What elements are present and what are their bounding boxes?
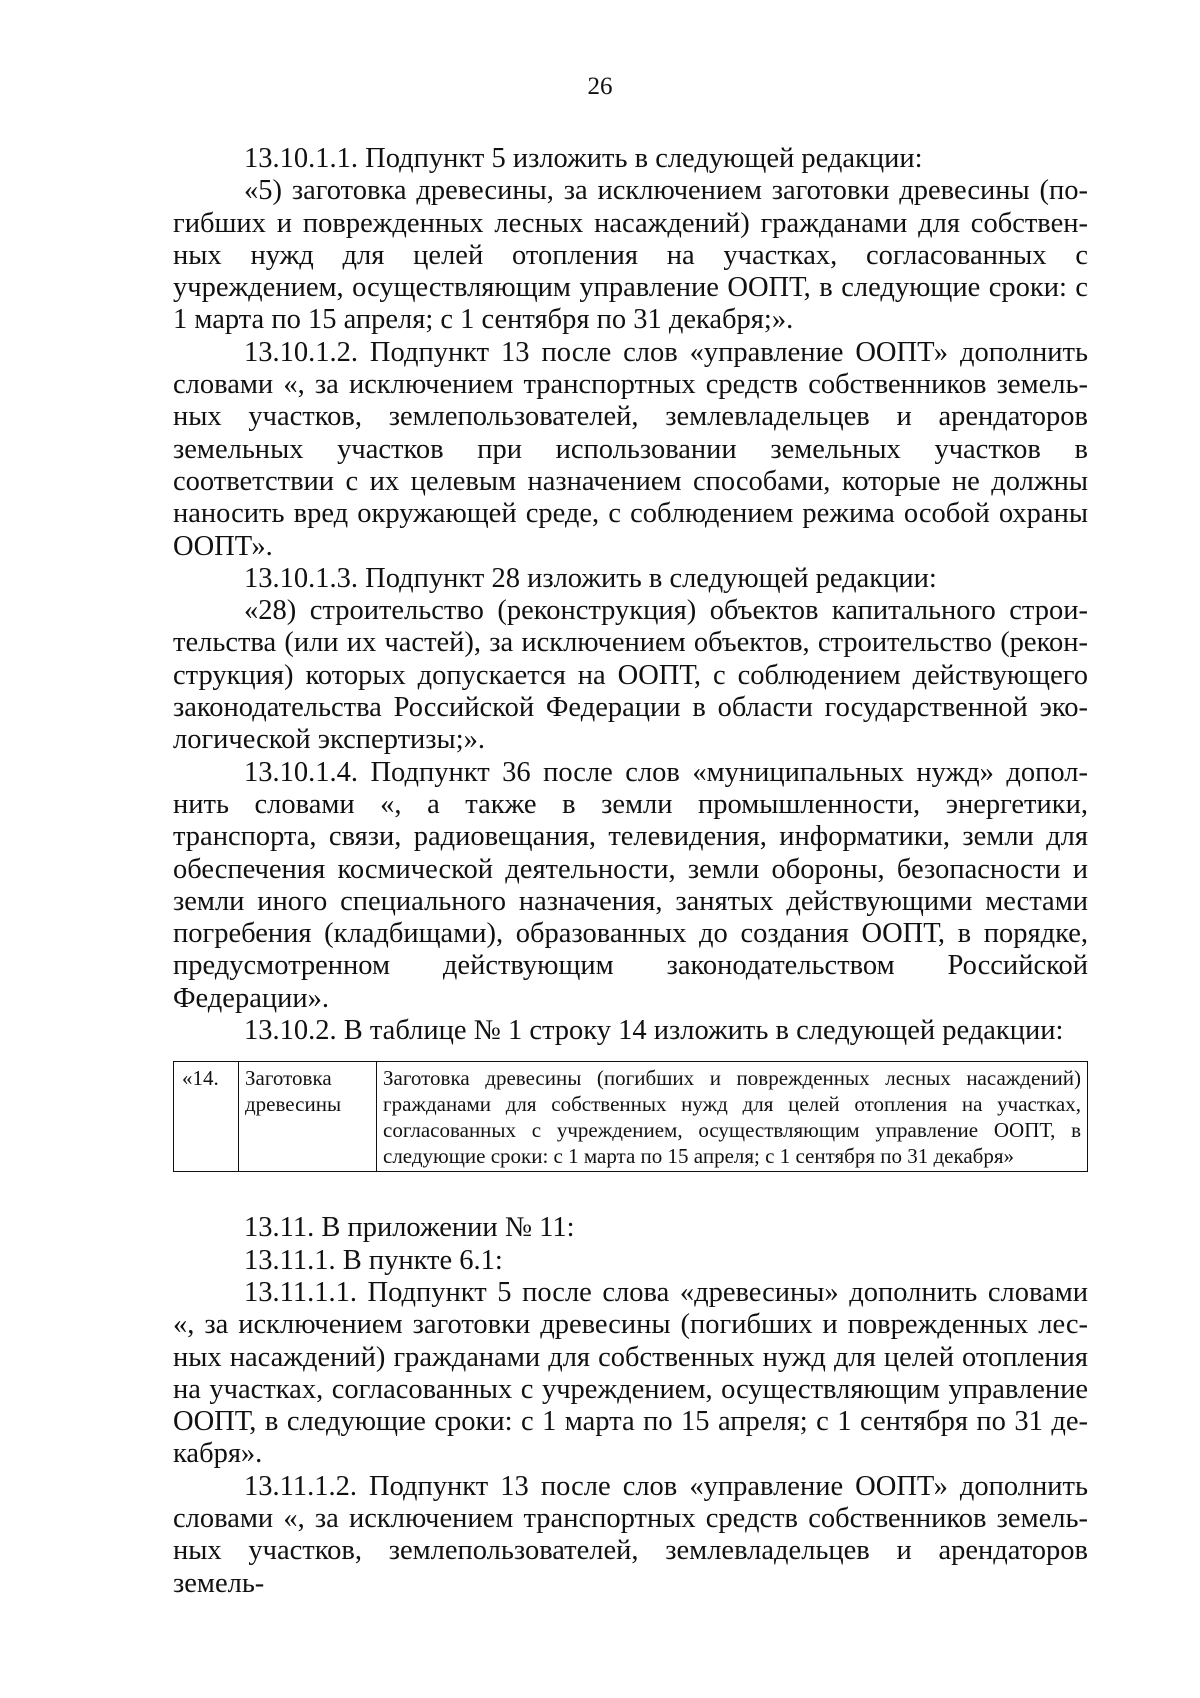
table-cell-activity: Заготовка древесины <box>239 1062 377 1172</box>
document-body <box>173 143 1088 1600</box>
paragraph-13-10-2: 13.10.2. В таблице № 1 строку 14 изложить в следующей редакции: <box>244 1015 1064 1047</box>
table-cell-row-number: «14. <box>174 1062 239 1172</box>
table-row <box>174 1062 1088 1172</box>
paragraph-item-5-text: «5) заготовка древесины, за исключением заготовки древесины (погибших и поврежденных лесных насаждений) гражданами для собственных нужд для целей отопления на участках, согласованных с учреждением, осуществляющим управление ООПТ, в следующие сроки: с 1 марта по 15 апреля; с 1 сентября по 31 декабря;». <box>173 175 1088 336</box>
paragraph-item-28-text: «28) строительство (реконструкция) объектов капитального строительства (или их частей), за исключением объектов, строительство (реконструкция) которых допускается на ООПТ, с соблюдением действующего законодательства Российской Федерации в области государственной экологической экспертизы;». <box>173 595 1088 756</box>
paragraph-13-11-1-1: 13.11.1.1. Подпункт 5 после слова «древесины» дополнить словами «, за исключением заготовки древесины (погибших и поврежденных лесных насаждений) гражданами для собственных нужд для целей отопления на участках, согласованных с учреждением, осуществляющим управление ООПТ, в следующие сроки: с 1 марта по 15 апреля; с 1 сентября по 31 декабря». <box>173 1276 1088 1470</box>
paragraph-13-11-1-2: 13.11.1.2. Подпункт 13 после слов «управление ООПТ» дополнить словами «, за исключением транспортных средств собственников земельных участков, землепользователей, землевладельцев и арендаторов земель- <box>173 1470 1088 1599</box>
paragraph-13-10-1-3: 13.10.1.3. Подпункт 28 изложить в следующей редакции: <box>244 562 937 594</box>
table-cell-description: Заготовка древесины (погибших и поврежденных лесных насаждений) гражданами для собственных нужд для целей отопления на участках, согласованных с учреждением, осуществляющим управление ООПТ, в следующие сроки: с 1 марта по 15 апреля; с 1 сентября по 31 декабря» <box>377 1062 1088 1172</box>
spacer <box>173 1047 1088 1061</box>
page-number: 26 <box>587 73 613 100</box>
spacer <box>173 1172 1088 1212</box>
paragraph-13-10-1-1: 13.10.1.1. Подпункт 5 изложить в следующей редакции: <box>244 143 923 174</box>
paragraph-13-11: 13.11. В приложении № 11: <box>244 1212 575 1244</box>
amendment-table <box>173 1061 1088 1172</box>
paragraph-13-10-1-4: 13.10.1.4. Подпункт 36 после слов «муниципальных нужд» дополнить словами «, а также в земли промышленности, энергетики, транспорта, связи, радиовещания, телевидения, информатики, земли для обеспечения космической деятельности, земли обороны, безопасности и земли иного специального назначения, занятых действующими местами погребения (кладбищами), образованных до создания ООПТ, в порядке, предусмотренном действующим законодательством Российской Федерации». <box>173 756 1088 1014</box>
paragraph-13-10-1-2: 13.10.1.2. Подпункт 13 после слов «управление ООПТ» дополнить словами «, за исключением транспортных средств собственников земельных участков, землепользователей, землевладельцев и арендаторов земельных участков при использовании земельных участков в соответствии с их целевым назначением способами, которые не должны наносить вред окружающей среде, с соблюдением режима особой охраны ООПТ». <box>173 336 1088 562</box>
paragraph-13-11-1: 13.11.1. В пункте 6.1: <box>244 1244 503 1276</box>
